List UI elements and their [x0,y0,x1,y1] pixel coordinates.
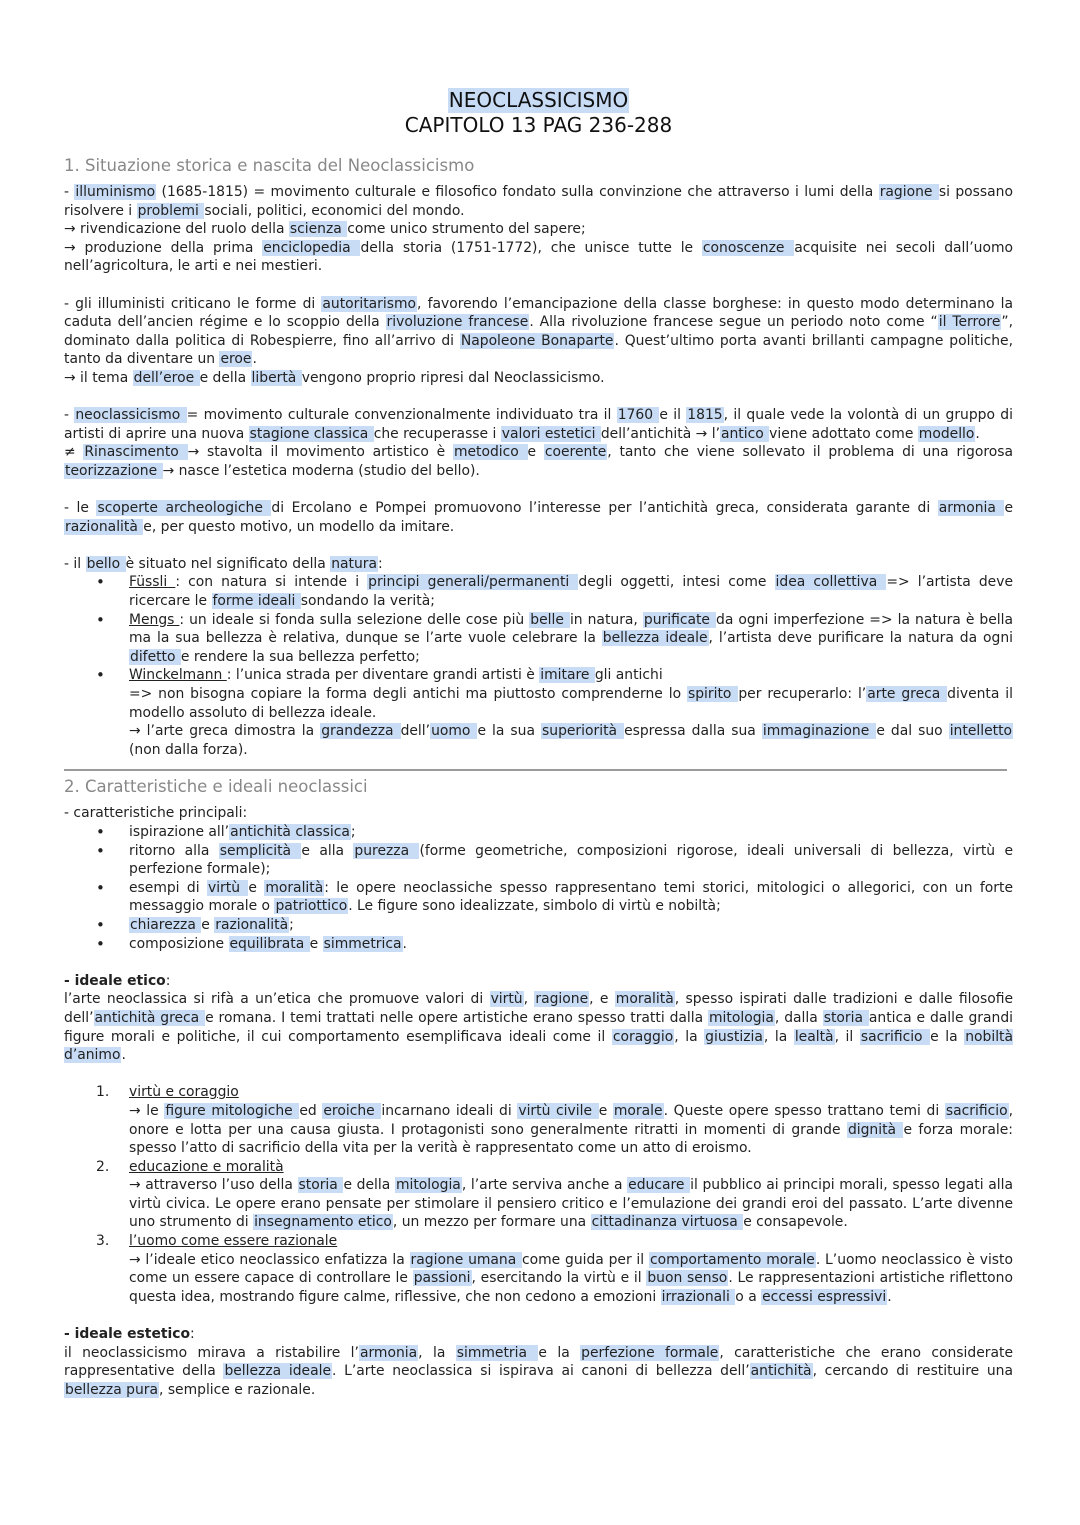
list-item [129,842,1013,879]
text-run: - [64,184,75,200]
item-title: virtù e coraggio [129,1084,239,1101]
highlighted-term: bellezza ideale [602,630,708,647]
highlighted-term: moralità [615,991,674,1008]
para-illuminismo [64,183,1013,220]
highlighted-term: valori estetici [501,425,600,442]
caratteristiche-intro: - caratteristiche principali: [64,805,248,822]
section-1-heading: 1. Situazione storica e nascita del Neoclassicismo [64,156,475,175]
text-run: → nasce l’estetica moderna (studio del bello). [162,462,480,479]
highlighted-term: problemi [137,202,204,219]
text-run: , la [674,1028,705,1045]
text-run: e [598,1102,613,1119]
highlighted-term: spirito [688,686,738,703]
text-run: . [402,935,407,952]
text-run: esempi di [129,879,207,896]
text-run: e il [659,407,687,424]
highlighted-term: patriottico [275,898,348,915]
highlighted-term: ragione [535,991,589,1008]
highlighted-term: grandezza [321,723,400,740]
text-run: o a [735,1288,762,1305]
highlighted-term: antichità classica [230,824,350,840]
highlighted-term: bello [86,555,125,572]
text-run: , onore e lotta per una causa giusta. I protagonisti sono generalmente ritratti in momenti di grande [129,1102,1014,1138]
text-run: sociali, politici, economici del mondo. [204,202,465,219]
text-run: , dalla [774,1009,823,1026]
text-run: . Le rappresentazioni artistiche riflettono questa idea, mostrando figure calme, riflessive, che non cedono a emozioni [129,1270,1013,1305]
list-item [129,879,1013,916]
highlighted-term: simmetrica [323,935,402,952]
text-run: , un mezzo per formare una [392,1214,591,1231]
text-run: → produzione della prima [64,239,263,256]
item-text [129,1251,1013,1307]
text-run: diventa il modello assoluto di bellezza ideale. [129,686,1013,721]
highlighted-term: perfezione formale [581,1344,719,1361]
highlighted-term: mitologia [395,1177,461,1194]
text-run: ≠ [64,444,84,461]
text-run: e [1004,500,1013,517]
highlighted-term: sacrificio [860,1028,930,1045]
highlighted-term: arte greca [867,686,947,703]
highlighted-term: buon senso [647,1270,728,1287]
highlighted-term: cittadinanza virtuosa [591,1214,743,1231]
text-run: ; [289,916,294,933]
text-run: = movimento culturale convenzionalmente individuato tra il [186,407,617,424]
text-run: sondando la verità; [300,593,435,610]
text-run: , tanto che viene sollevato il problema di una rigorosa [607,444,1013,461]
highlighted-term: intelletto [949,723,1013,740]
highlighted-term: scienza [289,221,347,238]
highlighted-term: rivoluzione francese [386,314,529,331]
text-run: dell’ [400,723,431,740]
text-run: . Quest’ultimo porta avanti brillanti campagne politiche, tanto da diventare un [64,332,1014,368]
winckelmann-line2 [129,685,1013,722]
text-run: il pubblico ai principi morali, spesso legati alla virtù civica. Le opere erano pensate per stimolare il pensiero critico e l’emulazione dei grandi eroi del passato. L’arte divenne uno strumento di [129,1177,1014,1231]
text-run: e romana. I temi trattati nelle opere artistiche erano spesso tratti dalla [205,1009,709,1026]
text-run: degli oggetti, intesi come [578,574,775,591]
text-run: il neoclassicismo mirava a ristabilire l’ [64,1344,359,1361]
item-text [129,1102,1013,1158]
highlighted-term: purezza [354,842,419,859]
text-run: : l’unica strada per diventare grandi artisti è [226,667,540,684]
text-run: , semplice e razionale. [158,1381,316,1398]
highlighted-term: armonia [938,500,1004,517]
text-run: si possano risolvere i [64,184,1013,219]
highlighted-term: belle [530,611,569,628]
text-run: - le [64,500,97,517]
text-run: - gli illuministi criticano le forme di [64,295,322,312]
text-run: e la [930,1028,965,1045]
highlighted-term: natura [331,555,378,572]
text-run: viene adottato come [769,425,918,442]
text-run: . Alla rivoluzione francese segue un periodo noto come “ [529,314,938,331]
item-number: 3. [96,1233,110,1250]
text-run: → le [129,1102,165,1119]
highlighted-term: virtù [207,879,248,896]
text-run: e la [538,1344,581,1361]
highlighted-term: armonia [359,1344,418,1361]
underlined-name: Mengs [129,611,180,628]
list-item-winckelmann [129,666,1013,759]
etico-numbered-list [64,1083,1013,1306]
text-run: e [248,879,265,896]
highlighted-term: 1815 [687,407,723,424]
highlighted-term: semplicità [219,842,301,859]
text-run: → stavolta il movimento artistico è [187,444,453,461]
highlighted-term: sacrificio [945,1102,1008,1119]
title-main: NEOCLASSICISMO [448,88,629,112]
text-run: in natura, [569,611,643,628]
highlighted-term: 1760 [617,407,659,424]
highlighted-term: superiorità [542,723,624,740]
section-2-heading: 2. Caratteristiche e ideali neoclassici [64,777,368,797]
text-run: : un ideale si fonda sulla selezione delle cose più [179,611,530,628]
text-run: e [309,935,323,952]
highlighted-term: razionalità [215,916,289,933]
text-run: => l’artista deve ricercare le [129,574,1013,610]
ideale-estetico-label: - ideale estetico: [64,1326,195,1343]
text-run: e [201,916,215,933]
text-run: e rendere la sua bellezza perfetto; [180,648,420,665]
text-run: → l’ideale etico neoclassico enfatizza la [129,1251,410,1268]
text-run: , favorendo l’emancipazione della classe borghese: in questo modo determinano la caduta dell’ancien régime e lo scoppio della [64,295,1013,331]
highlighted-term: coerente [544,444,607,461]
underlined-name: Füssli [129,574,176,591]
winckelmann-line3 [129,722,1013,759]
highlighted-term: antichità [750,1363,812,1380]
text-run: e della [343,1177,395,1194]
highlighted-term: comportamento morale [649,1251,815,1268]
text-run: → il tema [64,369,133,386]
highlighted-term: eroiche [323,1102,381,1119]
highlighted-term: passioni [413,1270,471,1287]
highlighted-term: autoritarismo [322,295,417,312]
para-eroe [64,369,1013,388]
underlined-name: Winckelmann [129,667,227,684]
highlighted-term: antico [720,425,769,442]
text-run: , la [418,1344,456,1361]
highlighted-term: morale [613,1102,663,1119]
highlighted-term: difetto [130,648,180,665]
highlighted-term: simmetria [456,1344,538,1361]
highlighted-term: dell’eroe [133,369,199,386]
text-run: come unico strumento del sapere; [347,221,586,238]
para-enciclopedia [64,239,1013,276]
highlighted-term: coraggio [612,1028,674,1045]
text-run: , l’artista deve purificare la natura da ogni [708,630,1013,647]
text-run: , e [589,991,615,1008]
highlighted-term: uomo [431,723,477,740]
highlighted-term: eccessi espressivi [762,1288,887,1305]
highlighted-term: insegnamento etico [254,1214,392,1231]
highlighted-term: chiarezza [130,916,201,933]
text-run: vengono proprio ripresi dal Neoclassicismo. [301,369,605,386]
highlighted-term: metodico [453,444,527,461]
text-run: , cercando di restituire una [812,1363,1013,1380]
text-run: di Ercolano e Pompei promuovono l’interesse per l’antichità greca, considerata garante di [271,500,938,517]
text-run: dell’antichità → l’ [600,425,720,442]
highlighted-term: purificate [643,611,715,628]
item-number: 1. [96,1084,110,1101]
text-run: antica e dalle grandi figure morali e politiche, il cui comportamento esemplificava ideali come il [64,1009,1013,1045]
para-neoclassicismo [64,406,1013,443]
text-run: : le opere neoclassiche spesso rappresentano temi storici, mitologici o allegorici, con un forte messaggio morale o [129,879,1013,915]
winckelmann-line1 [129,666,1013,685]
text-run: ed [299,1102,323,1119]
text-run: . [887,1288,892,1305]
text-run: e della [199,369,251,386]
highlighted-term: giustizia [705,1028,763,1045]
text-run: , caratteristiche che erano considerate rappresentative della [64,1344,1013,1380]
highlighted-term: enciclopedia [263,239,360,256]
highlighted-term: educare [628,1177,690,1194]
highlighted-term: figure mitologiche [165,1102,299,1119]
text-run: , il [834,1028,860,1045]
text-run: ”, dominato dalla politica di Robespierre, fino all’arrivo di [64,314,1013,349]
highlighted-term: dignità [847,1121,903,1138]
text-run: , la [763,1028,794,1045]
text-run: l’arte neoclassica si rifà a un’etica che promuove valori di [64,991,490,1008]
highlighted-term: idea collettiva [775,574,886,591]
text-run: e consapevole. [743,1214,848,1231]
text-run: della storia (1751-1772), che unisce tutte le [360,239,702,256]
text-run: acquisite nei secoli dall’uomo nell’agricoltura, le arti e nei mestieri. [64,239,1014,275]
item-title: educazione e moralità [129,1158,284,1175]
text-run: . Le figure sono idealizzate, simbolo di virtù e nobiltà; [348,898,721,915]
highlighted-term: mitologia [709,1009,774,1026]
text-run: - il [64,555,86,572]
document-title [64,88,1013,138]
bello-list [64,573,1013,759]
highlighted-term: neoclassicismo [75,407,186,424]
text-run: (1685-1815) = movimento culturale e filosofico fondato sulla convinzione che attraverso i lumi della [156,184,879,200]
text-run: . L’uomo neoclassico è visto come un essere capace di controllare le [129,1251,1013,1287]
text-run: e dal suo [876,723,949,740]
highlighted-term: illuminismo [75,184,156,200]
numbered-item-virtu [96,1083,1014,1157]
highlighted-term: storia [298,1177,343,1194]
highlighted-term: scoperte archeologiche [97,500,271,517]
item-text [129,1176,1013,1232]
section-divider [64,769,1007,771]
text-run: (non dalla forza). [129,741,248,758]
para-scoperte [64,499,1013,536]
highlighted-term: Rinascimento [84,444,187,461]
text-run: e, per questo motivo, un modello da imitare. [143,518,455,535]
highlighted-term: bellezza pura [65,1381,158,1398]
text-run: . [975,425,980,442]
para-rinascimento [64,443,1013,480]
text-run: per recuperarlo: l’ [738,686,867,703]
highlighted-term: Napoleone Bonaparte [460,332,614,349]
caratteristiche-list [64,823,1013,953]
text-run: da ogni imperfezione => la natura è bella ma la sua bellezza è relativa, dunque se l’arte vuole celebrare la [129,611,1014,647]
text-run: ritorno alla [129,842,219,859]
numbered-item-razionale [96,1232,1013,1306]
highlighted-term: teorizzazione [65,462,162,479]
text-run: e forza morale: spesso l’atto di sacrificio della vita per la verità è rappresentato come un atto di eroismo. [129,1121,1013,1157]
text-run: composizione [129,935,229,952]
highlighted-term: il Terrore [938,314,1001,331]
highlighted-term: virtù [490,991,523,1008]
document-page [64,88,1013,1399]
text-run: e alla [301,842,354,859]
text-run: ; [350,824,356,840]
highlighted-term: razionalità [65,518,143,535]
text-run: : [378,555,383,572]
item-title: l’uomo come essere razionale [129,1233,338,1250]
text-run: : con natura si intende i [175,574,368,591]
para-illuministi [64,295,1013,369]
text-run: . L’arte neoclassica si ispirava ai canoni di bellezza dell’ [332,1363,750,1380]
highlighted-term: modello [918,425,975,442]
list-item-mengs [129,611,1013,667]
highlighted-term: antichità greca [94,1009,205,1026]
text-run: , il quale vede la volontà di un gruppo di artisti di aprire una nuova [64,407,1013,442]
text-run: → attraverso l’uso della [129,1177,298,1194]
list-item [129,935,1013,954]
highlighted-term: bellezza ideale [224,1363,332,1380]
text-run: . [121,1047,126,1064]
text-run: → l’arte greca dimostra la [129,723,321,740]
text-run: . Queste opere spesso trattano temi di [663,1102,945,1119]
highlighted-term: stagione classica [249,425,373,442]
highlighted-term: lealtà [794,1028,834,1045]
highlighted-term: equilibrata [229,935,309,952]
para-scienza [64,220,1013,239]
text-run: , spesso ispirati dalle tradizioni e dalle filosofie dell’ [64,991,1013,1026]
text-run: . [252,351,257,368]
text-run: (forme geometriche, composizioni rigorose, ideali universali di bellezza, virtù e perfezione formale); [129,842,1014,878]
text-run: gli antichi [594,667,663,684]
highlighted-term: moralità [265,879,324,896]
list-item [129,916,1013,935]
title-chapter: CAPITOLO 13 PAG 236-288 [404,113,673,137]
highlighted-term: virtù civile [518,1102,598,1119]
highlighted-term: libertà [251,369,301,386]
text-run: , esercitando la virtù e il [471,1270,647,1287]
highlighted-term: immaginazione [762,723,876,740]
text-run: come guida per il [522,1251,649,1268]
highlighted-term: principi generali/permanenti [368,574,578,591]
ideale-estetico-text [64,1344,1013,1400]
ideale-etico-label: - ideale etico: [64,972,171,989]
numbered-item-educazione [96,1158,1014,1232]
text-run: che recuperasse i [373,425,501,442]
para-bello [64,555,1013,574]
text-run: è situato nel significato della [125,555,331,572]
text-run: , l’arte serviva anche a [461,1177,628,1194]
text-run: => non bisogna copiare la forma degli antichi ma piuttosto comprenderne lo [129,686,687,703]
highlighted-term: nobiltà d’animo [64,1028,1014,1064]
highlighted-term: ragione [879,184,938,200]
text-run: ispirazione all’ [129,824,230,840]
text-run: , [523,991,535,1008]
highlighted-term: irrazionali [661,1288,735,1305]
list-item [129,823,1013,842]
highlighted-term: forme ideali [212,593,300,610]
text-run: e [527,444,544,461]
text-run: incarnano ideali di [381,1102,518,1119]
item-number: 2. [96,1158,110,1175]
text-run: → rivendicazione del ruolo della [64,221,289,238]
text-run: e la sua [477,723,542,740]
ideale-etico-text [64,990,1013,1064]
highlighted-term: eroe [220,351,252,368]
text-run: espressa dalla sua [624,723,762,740]
text-run: - [64,407,75,424]
highlighted-term: conoscenze [702,239,794,256]
highlighted-term: storia [823,1009,868,1026]
highlighted-term: imitare [540,667,594,684]
highlighted-term: ragione umana [410,1251,522,1268]
list-item-fussli [129,573,1013,610]
